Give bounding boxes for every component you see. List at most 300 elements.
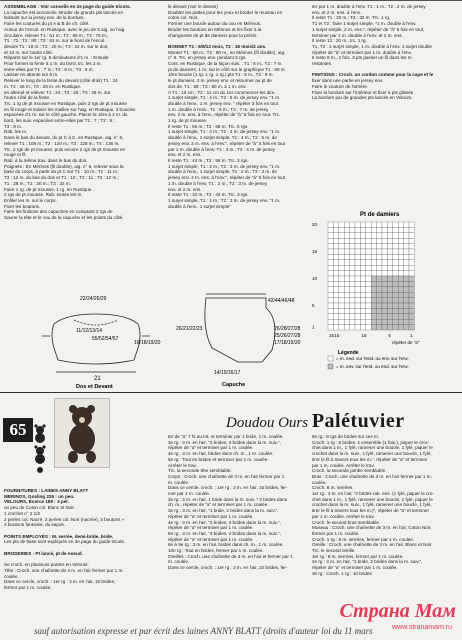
chart-cell <box>398 292 403 297</box>
chart-cell <box>371 276 376 281</box>
chart-cell <box>360 298 365 303</box>
chart-cell <box>398 238 403 243</box>
chart-cell <box>377 308 382 313</box>
chart-cell <box>382 276 387 281</box>
copyright-footer: sauf autorisation expresse et par écrit des laines ANNY BLATT (droits d'auteur loi du 11 mars <box>34 626 373 636</box>
chart-cell <box>398 276 403 281</box>
chart-cell <box>328 233 333 238</box>
chart-cell <box>393 222 398 227</box>
chart-cell <box>377 319 382 324</box>
dos-measure-side: 11/12/13/14 <box>76 328 103 334</box>
chart-cell <box>387 238 392 243</box>
text-line: ch. m., répéter de "a" et terminer par 1 m. coulée. <box>168 502 269 508</box>
text-line: fermer par 1 m. coulée. <box>312 530 360 536</box>
chart-cell <box>339 281 344 286</box>
text-line: tirer le fil à travers tous les m.", répéter de "a" et terminer <box>312 456 428 462</box>
text-line: 4e rg : 3 m. en l'air, brides dans ch. m., 1 m. coulée. <box>168 451 274 457</box>
chart-cell <box>344 292 349 297</box>
chart-cell <box>393 314 398 319</box>
chart-cell <box>366 314 371 319</box>
chart-cell <box>371 222 376 227</box>
chart-cell <box>371 314 376 319</box>
text-line: 6e à 9e rg : 3 m. en l'air, brides dans ch. m., 1 m. coulée. <box>168 542 284 548</box>
chart-cell <box>339 303 344 308</box>
text-line: laissant sur la jersey env. de la bordure. <box>4 15 85 21</box>
chart-cell <box>360 233 365 238</box>
legend-item: = m. end. sur l'end. ou env. sur l'env. <box>336 356 409 361</box>
text-line: Il reste T1 : 44 m.; T2 : 56 m. Trc. 3 rgs. <box>168 157 249 163</box>
text-line: Il reste T1 : 56 m.; T2 : 68 m. Trc. 5 rgs. <box>168 123 249 129</box>
text-line: env. et 2 m. ens. <box>168 186 202 192</box>
text-line: base du corps, à partir du pt C sur T1 : 10 m.; T2 : 11 m.; <box>4 169 120 175</box>
chart-cell <box>328 238 333 243</box>
text-line: chet dans 1 m., 1 fylé, ramener une boucle, 1 fylé, piquer le <box>312 496 433 502</box>
chart-cell <box>333 260 338 265</box>
text-line: répéter de "a" et terminer par 1 m. coulée. <box>168 445 254 451</box>
text-line: 3e rg : 3 m. en l'air, "2 brides, 2 brides dans la m. suiv.", <box>168 439 281 445</box>
text-line: 10e rg : Tout en brides, fermer par 1 m. coulée. <box>168 548 264 554</box>
text-line: 3e rg : 3 m. en l'air, "1 bride, 2 brides dans la m. suiv.", <box>168 508 279 514</box>
text-line: dos de. T1 : 68 ; T2 : 80 m. à 1 m. env. <box>168 83 247 89</box>
chart-cell <box>393 227 398 232</box>
text-line: Rab. les m. <box>4 129 28 135</box>
chart-cell <box>366 298 371 303</box>
chart-cell <box>360 308 365 313</box>
chart-cell <box>339 308 344 313</box>
chart-cell <box>382 319 387 324</box>
chart-cell <box>393 276 398 281</box>
chart-cell <box>382 298 387 303</box>
chart-cell <box>387 222 392 227</box>
title-prefix: Doudou Ours <box>226 415 309 431</box>
dos-label: Dos et Devant <box>76 384 113 390</box>
chart-cell <box>339 325 344 330</box>
chart-cell <box>387 281 392 286</box>
chart-cell <box>328 265 333 270</box>
chart-cell <box>360 254 365 259</box>
chart-cell <box>366 233 371 238</box>
chart-cell <box>404 244 409 249</box>
legend-item: = m. env. sur l'end. ou end. sur l'env. <box>336 364 409 369</box>
chart-cell <box>382 222 387 227</box>
chart-cell <box>328 298 333 303</box>
chart-cell <box>409 260 414 265</box>
chart-cell <box>350 303 355 308</box>
text-line: coulée. <box>312 479 327 485</box>
text-line: 1 m. double à l'env., T1 : 6 m.; T2 : 7 m. de jersey <box>168 106 269 112</box>
chart-cell <box>339 287 344 292</box>
text-line: 2 perles col. Nacré, 2 perles col. Noir (nacrée), 3 boutons + <box>4 516 125 522</box>
text-line: par 1 m. coulée. Arrêter le trav. <box>312 462 375 468</box>
chart-cell <box>360 319 365 324</box>
chart-cell <box>398 314 403 319</box>
text-line: T1 : 28 m.; T2 : 30 m.; T3 : 32 m. <box>4 180 71 186</box>
text-line: 5e rg : 3 m. en l'air, "3 brides, 2 brides dans la m. suiv.", <box>168 530 281 536</box>
text-line: chet dans 1 m., 1 fylé, ramener une boucle, 1 fylé, piquer le <box>312 445 433 451</box>
chart-cell <box>328 227 333 232</box>
chart-cell <box>377 227 382 232</box>
chart-cell <box>393 238 398 243</box>
chart-cell <box>377 292 382 297</box>
text-line: répéter de "a" et terminer par 1 m. coulée. <box>312 565 398 571</box>
chart-cell <box>377 244 382 249</box>
text-line: Croch. la seconde jambe semblable. <box>312 468 387 474</box>
text-line: Trc. 1 rg de pt mousse en Rustique, puis 2 rgs de pt mousse <box>4 100 127 106</box>
chart-cell <box>355 249 360 254</box>
chart-cell <box>404 260 409 265</box>
chart-cell <box>355 319 360 324</box>
text-line: double à l'env., 1 surjet simple, T1 : 2 m.; T2 : 3 m. de <box>168 169 277 175</box>
chart-cell <box>377 298 382 303</box>
chart-cell <box>333 298 338 303</box>
chart-cell <box>339 227 344 232</box>
chart-cell <box>382 314 387 319</box>
chart-cell <box>328 276 333 281</box>
text-line: fermer par 1 m. coulée. <box>4 584 52 590</box>
text-line: par 1 m. double à l'env. T1 : 3 m.; T2 : 4 m. de jersey <box>168 146 276 152</box>
chart-cell <box>344 227 349 232</box>
text-line: jersey env. 2 m. ens. à l'env.", répéter de "à" 5 fois en tout <box>168 140 286 146</box>
chart-cell <box>382 260 387 265</box>
chart-cell <box>350 260 355 265</box>
text-line: espacées d'1 m. sur le côté gauche. Placer la 1ère à 2 m. du <box>4 112 128 118</box>
chart-cell <box>382 303 387 308</box>
chart-cell <box>382 244 387 249</box>
chart-cell <box>333 222 338 227</box>
chart-cell <box>371 233 376 238</box>
chart-cell <box>398 287 403 292</box>
chart-cell <box>355 254 360 259</box>
text-line: 1er rg : 3 m. en l'air, "2 brides rab. ens. (1 fylé, piquer le cro- <box>312 491 434 497</box>
chart-cell <box>360 325 365 330</box>
text-line: Dans ce cercle, croch. : 1er rg : 3 m. en l'air, 15 brides, <box>4 579 116 585</box>
chart-cell <box>377 233 382 238</box>
chart-cell <box>366 249 371 254</box>
text-line: 1 m. double à l'env. T1 : 2 m.; T2 : 3 m. de jersey <box>168 180 268 186</box>
chart-cell <box>366 292 371 297</box>
chart-cell <box>360 276 365 281</box>
chart-cell <box>409 254 414 259</box>
text-line: relever T1 : 108 m.; T2 : 120 m.; T3 : 128 m.; T4 : 136 m. <box>4 140 120 146</box>
chart-cell <box>409 292 414 297</box>
text-line: Pour former la fente à 1 m. du bord, trc. les 2 m. <box>4 61 102 67</box>
chart-cell <box>366 319 371 324</box>
chart-cell <box>328 308 333 313</box>
chart-cell <box>409 238 414 243</box>
chart-cell <box>333 276 338 281</box>
capuche-bottom: 14/15/16/17 <box>214 370 241 376</box>
bear-icon <box>55 399 109 467</box>
chart-cell <box>350 298 355 303</box>
chart-cell <box>360 227 365 232</box>
chart-cell <box>344 303 349 308</box>
text-line: 1 surjet simple, T1 : 3 m.; T2 : 4 m. de jersey env. "1 m. <box>168 129 281 135</box>
chart-cell <box>409 249 414 254</box>
text-line: Faire 1 rg. de pt mousse, 1 rg. en Rustique. <box>4 186 93 192</box>
text-line: Trc. le second oreille. <box>312 548 356 554</box>
chart-cell <box>398 227 403 232</box>
text-line: Fixer les boutons. <box>4 203 41 209</box>
chart-cell <box>409 319 414 324</box>
chart-cell <box>382 271 387 276</box>
text-line: devant T1 : 18 m.; T2 : 20 m.; T3 : 22 m. sur le dos; <box>4 43 109 49</box>
chart-cell <box>404 271 409 276</box>
chart-cell <box>387 292 392 297</box>
capuche-right: 26/28/27/28 <box>274 326 301 332</box>
dos-width: 21 <box>94 376 101 382</box>
top-rule <box>0 0 462 1</box>
chart-cell <box>350 292 355 297</box>
text-line: Oreille : Croch. une chaînette de 3 m. en l'air, Blanc et Noir. <box>312 542 433 548</box>
chart-cell <box>409 308 414 313</box>
chart-cell <box>404 314 409 319</box>
chart-cell <box>355 276 360 281</box>
dos-measure-top: 22/24/26/29 <box>80 296 107 302</box>
text-line: m. T2 : 26 m.; T3 : 28 m. en Rustique. <box>4 83 82 89</box>
chart-cell <box>382 281 387 286</box>
chart-cell <box>382 265 387 270</box>
text-line: un peu de Coton col. Blanc et Noir <box>4 505 74 511</box>
text-line: A T1 : 10 cm ; T2 : 11 cm du 1er commencer les dim. <box>168 89 276 95</box>
capuche-label: Capuche <box>222 382 246 388</box>
chart-cell <box>409 298 414 303</box>
text-column-3 <box>312 4 458 108</box>
chart-cell <box>371 298 376 303</box>
chart-cell <box>387 276 392 281</box>
legend-swatch <box>328 356 333 361</box>
chart-cell <box>404 233 409 238</box>
chart-cell <box>328 292 333 297</box>
chart-cell <box>339 233 344 238</box>
chart-cell <box>404 298 409 303</box>
text-line: répéter de "à" et terminer par 1 m. double à l'env. <box>312 49 412 55</box>
chart-cell <box>371 249 376 254</box>
chart-cell <box>382 292 387 297</box>
text-line: m. coulée. <box>168 559 190 565</box>
chart-cell <box>382 249 387 254</box>
chart-cell <box>371 271 376 276</box>
chart-cell <box>377 281 382 286</box>
chart-cell <box>344 314 349 319</box>
chart-cell <box>409 244 414 249</box>
dos-measure-mid: 55/52/54/57 <box>92 336 119 342</box>
chart-cell <box>404 227 409 232</box>
chart-cell <box>350 254 355 259</box>
chart-cell <box>398 298 403 303</box>
chart-cell <box>355 314 360 319</box>
chart-cell <box>328 287 333 292</box>
chart-cell <box>404 287 409 292</box>
text-line: ter de "a" 7 fs au tot. et terminer par 1 bride, 1 m. coulée. <box>168 434 284 439</box>
chart-cell <box>409 227 414 232</box>
text-line: en fil rouge et laisser les mailles sur l'aig. en Rustique. 3 boucles <box>4 106 136 112</box>
text-line: Poignets : En Mérinos (fil double), aig. n° 6, relever sous la <box>4 163 124 169</box>
text-line: le pt damiers, 2 m. jersey env. et retourner au pt de <box>168 78 272 84</box>
chart-cell <box>377 325 382 330</box>
chart-cell <box>387 260 392 265</box>
chart-cell <box>366 271 371 276</box>
text-line: 1 surjet simple, T1 : 2 m.; T2 : 3 m. de jersey env. "1 m. <box>168 163 281 169</box>
text-line: Répartir sur le 1er rg. 5 diminutions d'1 m. ; Ensuite <box>4 55 109 61</box>
chart-cell <box>409 222 414 227</box>
chart-cell <box>387 298 392 303</box>
text-line: 3e rg : Croch. 1 rg : 10 brides <box>312 570 372 576</box>
text-line: Il reste T1 : 32 m.; T2 : 44 m. Trc. 3 rgs. <box>168 192 249 198</box>
text-line: env. et 2 m. ens. <box>168 152 202 158</box>
chart-cell <box>350 319 355 324</box>
chart-cell <box>366 287 371 292</box>
capuche-shape <box>205 294 275 362</box>
text-line: circulaire, relever T1 : 61 m.; T2 : 68 m.; T3 : 75 m.; <box>4 32 109 38</box>
text-line: changeante de pt de damiers pour la précis. <box>168 32 258 38</box>
chart-cell <box>355 287 360 292</box>
text-line: Arrêter le trav. <box>168 462 197 468</box>
chart-cell <box>355 265 360 270</box>
chart-cell <box>355 244 360 249</box>
text-line: 3 boutons fantaisie, du kapok. <box>4 522 66 528</box>
chart-cell <box>328 222 333 227</box>
chart-cell <box>393 233 398 238</box>
chart-cell <box>398 265 403 270</box>
chart-cell <box>377 260 382 265</box>
chart-cell <box>398 281 403 286</box>
chart-cell <box>333 319 338 324</box>
chart-cell <box>350 227 355 232</box>
chart-cell <box>339 276 344 281</box>
chart-cell <box>404 254 409 259</box>
chart-cell <box>339 314 344 319</box>
chart-cell <box>339 244 344 249</box>
chart-cell <box>360 287 365 292</box>
text-line: Saurer la tête et le cou de la capuche et les points du côté. <box>4 215 124 221</box>
chart-cell <box>404 281 409 286</box>
pattern-number-badge: 65 <box>3 418 33 442</box>
chart-cell <box>371 281 376 286</box>
text-line: Fixer la bordure sur l'intérieur et fixer à pts glissés <box>312 89 414 95</box>
chart-cell <box>393 249 398 254</box>
chart-cell <box>371 325 376 330</box>
text-line: 1ère boucle (1 rg. 1 rg. 1 rg.) pts T1 : 6 m., T2 : 9 m. <box>168 72 274 78</box>
left-info-column <box>4 488 164 624</box>
chart-cell <box>404 308 409 313</box>
text-line: Trc. la seconde tête semblable. <box>168 468 232 474</box>
chart-cell <box>344 244 349 249</box>
text-line: rouge et fil. <box>4 152 27 158</box>
chart-cell <box>393 292 398 297</box>
text-line: coulée. <box>4 573 19 579</box>
chart-cell <box>333 314 338 319</box>
chart-cell <box>382 325 387 330</box>
chart-cell <box>377 222 382 227</box>
text-line: T1 et T2 : faire 1 surjet simple, *1 m. double à l'env. <box>312 21 417 27</box>
chart-cell <box>377 276 382 281</box>
chart-cell <box>393 287 398 292</box>
chart-cell <box>387 265 392 270</box>
text-line: Il reste 12 : 20 m., trc. 1 rg. <box>312 38 367 44</box>
chart-cell <box>382 287 387 292</box>
chart-cell <box>382 227 387 232</box>
chart-cell <box>393 260 398 265</box>
text-line: 1 rg. de pt mousse. <box>168 118 208 124</box>
chart-cell <box>333 238 338 243</box>
chart-cell <box>360 244 365 249</box>
text-line: entre-elles par T1 : 7 m.; T2 : 8 m.; T3 : 9 m. <box>4 66 94 72</box>
chart-cell <box>350 287 355 292</box>
chart-cell <box>398 222 403 227</box>
text-line: fixer dans une partie en jersey env. <box>312 78 384 84</box>
title-main: Palétuvier <box>311 410 405 432</box>
chart-cell <box>404 276 409 281</box>
chart-cell <box>377 254 382 259</box>
text-line: VELOURS, Écorce 189 : 3 pel. <box>4 499 69 505</box>
chart-cell <box>409 281 414 286</box>
chart-cell <box>366 281 371 286</box>
dos-measure-right: 16/18/19/20 <box>134 340 161 346</box>
chart-cell <box>328 260 333 265</box>
chart-row-label: 10 <box>312 276 318 281</box>
chart-cell <box>387 303 392 308</box>
chart-cell <box>333 233 338 238</box>
text-line: ASSEMBLAGE : Voir conseils en 2e page du guide tricots. <box>4 4 131 9</box>
chart-cell <box>333 249 338 254</box>
watermark: Страна Мам <box>339 600 456 622</box>
text-line: Dans ce cercle, croch. : 1er rg : 3 m. en l'air, 10 brides, fer- <box>168 565 288 571</box>
chart-cell <box>366 238 371 243</box>
chart-cell <box>339 292 344 297</box>
damier-chart <box>308 208 458 378</box>
chart-cell <box>387 319 392 324</box>
text-line: Cont. en Rustique, de la façon suiv. : T1 : 6 m., T2 : 7 m. <box>168 61 283 67</box>
chart-cell <box>404 265 409 270</box>
chart-cell <box>409 303 414 308</box>
text-line: terminer par 1 m. double à l'env. et 2 m. ens. <box>312 32 403 38</box>
text-column-2 <box>168 4 308 294</box>
text-line: T3 : 12 m. du bas du dos et T1 : 10 ; T2 : 11 ; T3 : 12 m.; <box>4 175 119 181</box>
chart-cell <box>344 249 349 254</box>
chart-cell <box>328 325 333 330</box>
dos-devant-diagram <box>36 290 166 390</box>
chart-cell <box>387 271 392 276</box>
chart-cell <box>393 319 398 324</box>
chart-cell <box>333 265 338 270</box>
text-line: n° 6. Trc. en jersey env. pendant 3 rgs. <box>168 55 247 61</box>
chart-cell <box>404 292 409 297</box>
chart-cell <box>393 298 398 303</box>
text-line: BONNET T1 : 6/9/12 mois, T2 : 18 mois/2 ans. <box>168 43 267 49</box>
chart-cell <box>366 265 371 270</box>
text-line: par 1 m. coulée. Arrêter le trav. <box>312 513 375 519</box>
text-line: Enfiler les m. sur le corps. <box>4 197 57 203</box>
chart-cell <box>355 281 360 286</box>
chart-cell <box>371 260 376 265</box>
chart-cell <box>344 276 349 281</box>
text-line: T3 : 9 m. <box>4 123 23 129</box>
chart-cell <box>344 281 349 286</box>
chart-col-label: 10 <box>361 333 367 338</box>
chart-cell <box>393 254 398 259</box>
text-line: double à l'env., 1 surjet simple, T1 : 4 m.; T2 : 5 m. de <box>168 135 277 141</box>
chart-cell <box>355 238 360 243</box>
text-line: Museau : Croch. une chaînette de 3 m. en l'air, Coton Noir, <box>312 525 432 531</box>
text-line: T1 : 72 ; T2 : 80 ; T3 : 82 m. sur le bord de l'encol. <box>4 38 106 44</box>
chart-cell <box>393 265 398 270</box>
text-line: crochet dans la m. suiv., 1 fylé, ramener une boucle, 1 fylé, <box>312 451 432 457</box>
chart-title: Pt de damiers <box>360 212 400 218</box>
text-line: 2 rgs de pt mousse. Rab. toutes les m. <box>4 192 83 198</box>
chart-cell <box>377 314 382 319</box>
chart-cell <box>404 325 409 330</box>
chart-cell <box>409 265 414 270</box>
